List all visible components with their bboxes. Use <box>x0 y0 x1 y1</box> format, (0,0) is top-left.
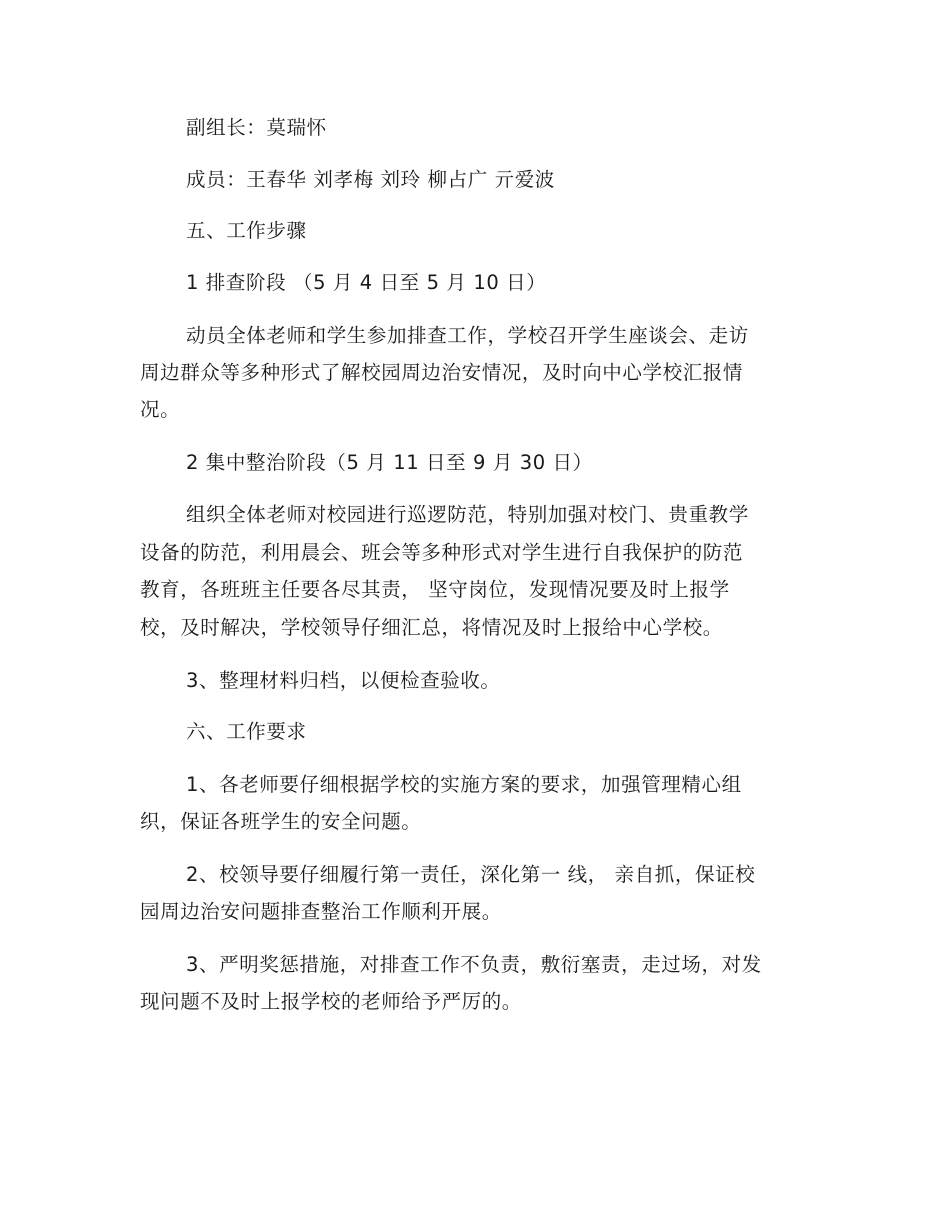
section-heading-work-requirements: 六、工作要求 <box>186 720 307 743</box>
paragraph-line: 组织全体老师对校园进行巡逻防范，特别加强对校门、贵重教学 <box>186 503 749 526</box>
paragraph-line: 教育，各班班主任要各尽其责， 坚守岗位，发现情况要及时上报学 <box>140 578 730 601</box>
requirement-3-line: 3、严明奖惩措施，对排查工作不负责，敷衍塞责，走过场，对发 <box>186 953 762 976</box>
deputy-leader-line: 副组长：莫瑞怀 <box>186 116 327 139</box>
step-2-heading: 2 集中整治阶段（5 月 11 日至 9 月 30 日） <box>186 451 593 474</box>
paragraph-line: 动员全体老师和学生参加排查工作，学校召开学生座谈会、走访 <box>186 324 749 347</box>
members-line: 成员：王春华 刘孝梅 刘玲 柳占广 亓爱波 <box>186 168 555 191</box>
step-3-line: 3、整理材料归档，以便检查验收。 <box>186 669 501 692</box>
paragraph-line: 园周边治安问题排查整治工作顺利开展。 <box>140 900 502 923</box>
paragraph-line: 校，及时解决，学校领导仔细汇总，将情况及时上报给中心学校。 <box>140 616 723 639</box>
paragraph-line: 现问题不及时上报学校的老师给予严厉的。 <box>140 990 522 1013</box>
paragraph-line: 设备的防范，利用晨会、班会等多种形式对学生进行自我保护的防范 <box>140 541 744 564</box>
paragraph-line: 织，保证各班学生的安全问题。 <box>140 810 422 833</box>
paragraph-line: 况。 <box>140 398 181 421</box>
section-heading-work-steps: 五、工作步骤 <box>186 219 307 242</box>
requirement-1-line: 1、各老师要仔细根据学校的实施方案的要求，加强管理精心组 <box>186 773 742 796</box>
step-1-heading: 1 排查阶段 （5 月 4 日至 5 月 10 日） <box>186 271 547 294</box>
paragraph-line: 周边群众等多种形式了解校园周边治安情况，及时向中心学校汇报情 <box>140 361 744 384</box>
requirement-2-line: 2、校领导要仔细履行第一责任，深化第一 线， 亲自抓，保证校 <box>186 863 756 886</box>
